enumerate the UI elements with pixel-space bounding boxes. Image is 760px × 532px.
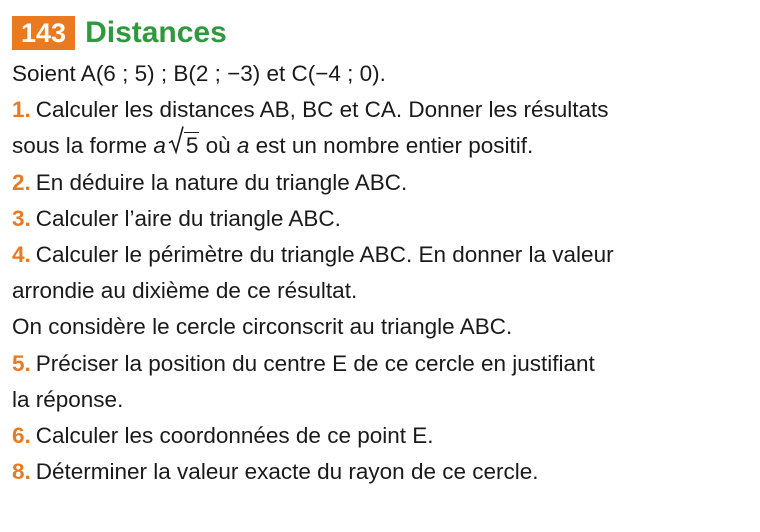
question-1-text-1: Calculer les distances AB, BC et CA. Donner les résultats bbox=[35, 97, 609, 123]
question-8-text: Déterminer la valeur exacte du rayon de ce cercle. bbox=[35, 459, 539, 485]
question-6 bbox=[12, 418, 752, 454]
question-1-text-2a: sous la forme bbox=[12, 133, 154, 159]
square-root-expression bbox=[168, 128, 200, 164]
question-3-number: 3. bbox=[12, 205, 31, 231]
variable-a-second: a bbox=[236, 133, 250, 159]
radicand: 5 bbox=[185, 133, 199, 159]
question-6-text: Calculer les coordonnées de ce point E. bbox=[35, 423, 434, 449]
radical-sign-icon bbox=[168, 125, 184, 155]
question-1-text-2b: où bbox=[199, 133, 237, 159]
question-4-line-1 bbox=[12, 237, 752, 273]
exercise-header bbox=[12, 14, 752, 52]
question-1-number: 1. bbox=[12, 97, 31, 123]
question-8 bbox=[12, 454, 752, 490]
question-4-line-2: arrondie au dixième de ce résultat. bbox=[12, 278, 358, 304]
question-4-number: 4. bbox=[12, 242, 31, 268]
question-1-text-2c: est un nombre entier positif. bbox=[249, 133, 534, 159]
question-5-line-2: la réponse. bbox=[12, 386, 124, 412]
question-3 bbox=[12, 201, 752, 237]
question-5-number: 5. bbox=[12, 350, 31, 376]
question-5-text-1: Préciser la position du centre E de ce cercle en justifiant bbox=[35, 350, 595, 376]
question-6-number: 6. bbox=[12, 423, 31, 449]
question-4-text-1: Calculer le périmètre du triangle ABC. En donner la valeur bbox=[35, 242, 614, 268]
question-1-line-1 bbox=[12, 92, 752, 128]
intro-line: Soient A(6 ; 5) ; B(2 ; −3) et C(−4 ; 0). bbox=[12, 61, 386, 86]
exercise-block bbox=[12, 14, 752, 490]
question-1-line-2 bbox=[12, 128, 752, 164]
context-line: On considère le cercle circonscrit au triangle ABC. bbox=[12, 314, 513, 340]
exercise-title: Distances bbox=[85, 16, 227, 49]
question-2-text: En déduire la nature du triangle ABC. bbox=[35, 169, 408, 195]
question-2-number: 2. bbox=[12, 169, 31, 195]
question-5-line-1 bbox=[12, 346, 752, 382]
variable-a: a bbox=[153, 133, 166, 159]
question-3-text: Calculer l’aire du triangle ABC. bbox=[35, 205, 341, 231]
question-8-number: 8. bbox=[12, 459, 31, 485]
exercise-number-badge: 143 bbox=[12, 16, 75, 50]
question-2 bbox=[12, 165, 752, 201]
